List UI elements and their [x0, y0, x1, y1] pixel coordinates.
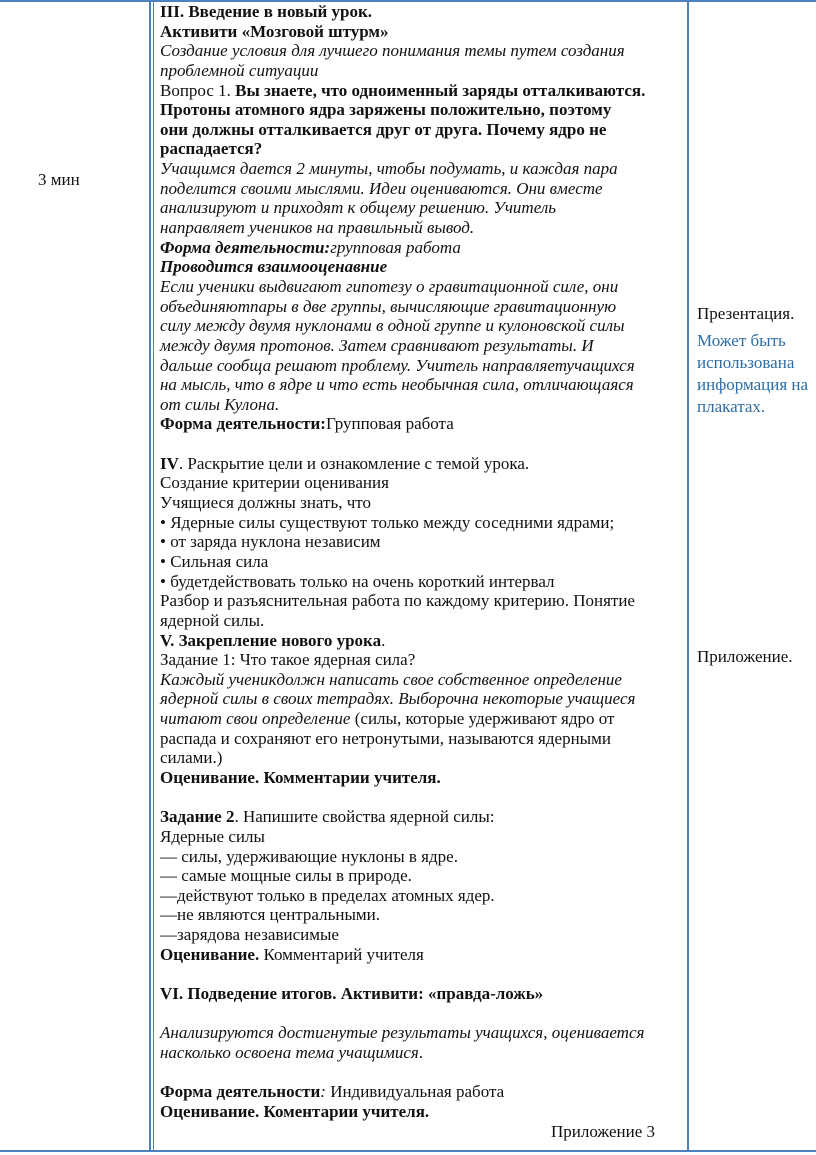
content-line — [160, 532, 685, 552]
text-segment: . Напишите свойства ядерной силы: — [234, 807, 495, 827]
content-line — [160, 631, 685, 651]
content-line — [160, 61, 685, 81]
text-segment: Анализируются достигнутые результаты учащихся, оценивается — [160, 1023, 645, 1043]
text-segment: распадается? — [160, 139, 263, 159]
content-line — [160, 748, 685, 768]
content-line — [160, 1102, 685, 1122]
content-line — [160, 257, 685, 277]
appendix-label: Приложение. — [697, 647, 793, 666]
content-line — [160, 689, 685, 709]
content-line — [160, 2, 685, 22]
content-line — [160, 552, 685, 572]
text-segment: —не являются центральными. — [160, 905, 380, 925]
column-divider-left-inner — [153, 0, 154, 1152]
content-line — [160, 179, 685, 199]
text-segment: Индивидуальная работа — [325, 1082, 505, 1102]
table-bottom-border — [0, 1150, 816, 1152]
note-line: использована — [697, 353, 795, 372]
note-line: Может быть — [697, 331, 786, 350]
content-line — [160, 375, 685, 395]
content-line — [160, 277, 685, 297]
content-line — [160, 925, 685, 945]
content-line — [160, 1043, 685, 1063]
text-segment: насколько освоена тема учащимися — [160, 1042, 419, 1062]
text-segment: • от заряда нуклона независим — [160, 532, 381, 552]
content-line — [160, 493, 685, 513]
content-line — [160, 611, 685, 631]
content-line — [160, 414, 685, 434]
text-segment: поделится своими мыслями. Идеи оцениваются. Они вместе — [160, 178, 603, 198]
text-segment: Разбор и разъяснительная работа по каждому критерию. Понятие — [160, 591, 635, 611]
text-segment: проблемной ситуации — [160, 60, 319, 80]
content-line — [160, 1082, 685, 1102]
content-line — [160, 886, 685, 906]
text-segment: — самые мощные силы в природе. — [160, 866, 412, 886]
text-segment: • Ядерные силы существуют только между соседними ядрами; — [160, 512, 615, 532]
text-segment: IV — [160, 453, 179, 473]
text-segment: распада и сохраняют его нетронутыми, называются ядерными — [160, 728, 611, 748]
text-segment: Если ученики выдвигают гипотезу о гравитационной силе, они — [160, 276, 619, 296]
text-segment: ядерной силы. — [160, 610, 265, 630]
text-segment: Оценивание. — [160, 944, 260, 964]
content-line — [160, 336, 685, 356]
text-segment: Комментарий учителя — [259, 944, 424, 964]
text-segment: . — [418, 1042, 424, 1062]
text-segment: — силы, удерживающие нуклоны в ядре. — [160, 846, 458, 866]
content-line — [160, 238, 685, 258]
text-segment: между двумя протонов. Затем сравнивают результаты. И — [160, 335, 594, 355]
lesson-content-cell — [160, 2, 685, 1141]
text-segment: Активити «Мозговой штурм» — [160, 21, 389, 41]
presentation-label: Презентация. — [697, 304, 795, 323]
text-segment: читают свои определение — [160, 709, 351, 729]
text-segment: групповая работа — [330, 237, 461, 257]
content-line — [160, 198, 685, 218]
text-segment: • будетдействовать только на очень короткий интервал — [160, 571, 555, 591]
content-line — [160, 473, 685, 493]
text-segment: • Сильная сила — [160, 551, 269, 571]
text-segment: V. Закрепление нового урока — [160, 630, 382, 650]
text-segment: силами.) — [160, 748, 223, 768]
text-segment: Учящиеся должны знать, что — [160, 493, 371, 513]
text-segment: силу между двумя нуклонами в одной группе и кулоновской силы — [160, 316, 625, 336]
text-segment: Задание 1: Что такое ядерная сила? — [160, 650, 416, 670]
blank-line — [160, 1004, 685, 1024]
content-line — [160, 218, 685, 238]
content-line — [160, 297, 685, 317]
content-line — [160, 22, 685, 42]
text-segment: Оценивание. Коментарии учителя. — [160, 1101, 430, 1121]
text-segment: (силы, которые удерживают ядро от — [350, 709, 615, 729]
content-line — [160, 120, 685, 140]
blank-line — [160, 964, 685, 984]
content-line — [160, 100, 685, 120]
content-line — [160, 650, 685, 670]
text-segment: Ядерные силы — [160, 826, 265, 846]
content-line — [160, 984, 685, 1004]
text-segment: Учащимся дается 2 минуты, чтобы подумать, и каждая пара — [160, 159, 618, 179]
text-segment: VI. Подведение итогов. Активити: «правда-ложь» — [160, 984, 544, 1004]
blank-line — [160, 788, 685, 808]
content-line — [160, 807, 685, 827]
text-segment: : — [320, 1082, 326, 1102]
text-segment: Приложение 3 — [551, 1121, 655, 1141]
content-line — [160, 827, 685, 847]
text-segment: Вопрос 1. — [160, 80, 236, 100]
text-segment: . — [381, 630, 386, 650]
text-segment: —зарядова независимые — [160, 925, 339, 945]
text-segment: Каждый ученикдолжн написать свое собственное определение — [160, 669, 622, 689]
text-segment: Протоны атомного ядра заряжены положительно, поэтому — [160, 100, 612, 120]
blank-line — [160, 1063, 685, 1083]
content-line — [160, 316, 685, 336]
time-cell: 3 мин — [38, 170, 80, 189]
content-line — [160, 81, 685, 101]
content-line — [160, 866, 685, 886]
text-segment: объединяютпары в две группы, вычисляющие гравитационную — [160, 296, 617, 316]
text-segment: Форма деятельности: — [160, 237, 331, 257]
column-divider-left — [149, 0, 151, 1152]
content-line — [160, 1122, 685, 1142]
column-divider-right — [687, 0, 689, 1152]
content-line — [160, 905, 685, 925]
text-segment: Создание условия для лучшего понимания темы путем создания — [160, 41, 625, 61]
content-line — [160, 670, 685, 690]
text-segment: Групповая работа — [325, 414, 454, 434]
text-segment: Форма деятельности: — [160, 414, 326, 434]
note-line: плакатах. — [697, 397, 766, 416]
note-line: информация на — [697, 375, 809, 394]
content-line — [160, 356, 685, 376]
text-segment: Задание 2 — [160, 807, 235, 827]
text-segment: Проводится взаимооценавние — [160, 257, 388, 277]
text-segment: Создание критерии оценивания — [160, 473, 389, 493]
text-segment: Форма деятельности — [160, 1082, 321, 1102]
content-line — [160, 945, 685, 965]
content-line — [160, 768, 685, 788]
content-line — [160, 729, 685, 749]
text-segment: —действуют только в пределах атомных ядер. — [160, 885, 495, 905]
content-line — [160, 139, 685, 159]
text-segment: они должны отталкивается друг от друга. Почему ядро не — [160, 119, 607, 139]
resources-cell — [697, 304, 815, 418]
content-line — [160, 1023, 685, 1043]
content-line — [160, 513, 685, 533]
text-segment: III. Введение в новый урок. — [160, 2, 373, 21]
content-line — [160, 847, 685, 867]
content-line — [160, 395, 685, 415]
text-segment: на мысль, что в ядре и что есть необычная сила, отличающаяся — [160, 375, 634, 395]
content-line — [160, 709, 685, 729]
text-segment: ядерной силы в своих тетрадях. Выборочна некоторые учащиеся — [160, 689, 636, 709]
content-line — [160, 159, 685, 179]
text-segment: от силы Кулона. — [160, 394, 280, 414]
content-line — [160, 41, 685, 61]
blank-line — [160, 434, 685, 454]
text-segment: . Раскрытие цели и ознакомление с темой урока. — [178, 453, 530, 473]
content-line — [160, 572, 685, 592]
text-segment: анализируют и приходят к общему решению. Учитель — [160, 198, 556, 218]
content-line — [160, 454, 685, 474]
text-segment: Вы знаете, что одноименный заряды отталкиваются. — [235, 80, 646, 100]
text-segment: Оценивание. Комментарии учителя. — [160, 767, 441, 787]
text-segment: направляет учеников на правильный вывод. — [160, 218, 475, 238]
text-segment: дальше сообща решают проблему. Учитель направляетучащихся — [160, 355, 635, 375]
content-line — [160, 591, 685, 611]
